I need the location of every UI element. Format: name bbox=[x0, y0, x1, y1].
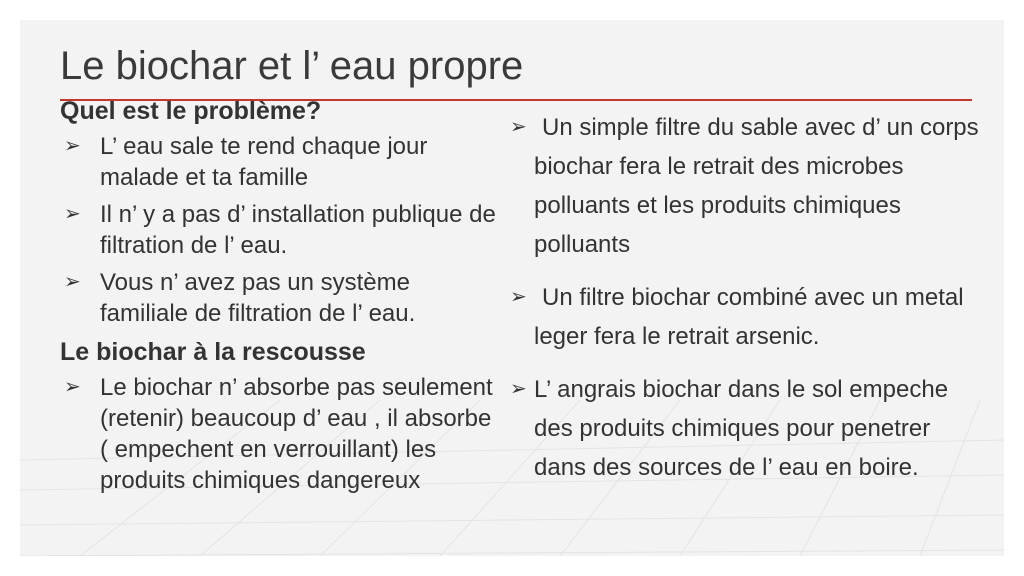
bullet-text: L’ eau sale te rend chaque jour malade et ta famille bbox=[100, 133, 428, 191]
list-item bbox=[60, 131, 500, 193]
list-item bbox=[510, 278, 980, 356]
arrowhead-bullet-icon: ➢ bbox=[64, 271, 81, 293]
list-item bbox=[510, 370, 980, 487]
list-item bbox=[60, 372, 500, 496]
slide bbox=[20, 20, 1004, 556]
arrowhead-bullet-icon: ➢ bbox=[64, 376, 81, 398]
arrowhead-bullet-icon: ➢ bbox=[64, 203, 81, 225]
arrowhead-bullet-icon: ➢ bbox=[510, 286, 527, 308]
slide-title: Le biochar et l’ eau propre bbox=[60, 44, 524, 88]
bullet-text: Le biochar n’ absorbe pas seulement (retenir) beaucoup d’ eau , il absorbe ( empechent en verrouillant) les produits chimiques dangereux bbox=[100, 374, 493, 494]
list-item bbox=[510, 108, 980, 264]
list-item bbox=[60, 199, 500, 261]
list-item bbox=[60, 267, 500, 329]
problem-heading: Quel est le problème? bbox=[60, 97, 322, 125]
bullet-text: Un simple filtre du sable avec d’ un corps biochar fera le retrait des microbes polluants et les produits chimiques polluants bbox=[534, 114, 979, 258]
arrowhead-bullet-icon: ➢ bbox=[64, 135, 81, 157]
arrowhead-bullet-icon: ➢ bbox=[510, 378, 527, 400]
bullet-text: Il n’ y a pas d’ installation publique de filtration de l’ eau. bbox=[100, 201, 496, 259]
right-column bbox=[510, 108, 980, 501]
rescue-heading: Le biochar à la rescousse bbox=[60, 338, 366, 366]
arrowhead-bullet-icon: ➢ bbox=[510, 116, 527, 138]
bullet-text: Vous n’ avez pas un système familiale de filtration de l’ eau. bbox=[100, 269, 416, 327]
bullet-text: Un filtre biochar combiné avec un metal leger fera le retrait arsenic. bbox=[534, 284, 964, 350]
bullet-text: L’ angrais biochar dans le sol empeche des produits chimiques pour penetrer dans des sources de l’ eau en boire. bbox=[534, 376, 949, 481]
left-column bbox=[60, 96, 500, 502]
